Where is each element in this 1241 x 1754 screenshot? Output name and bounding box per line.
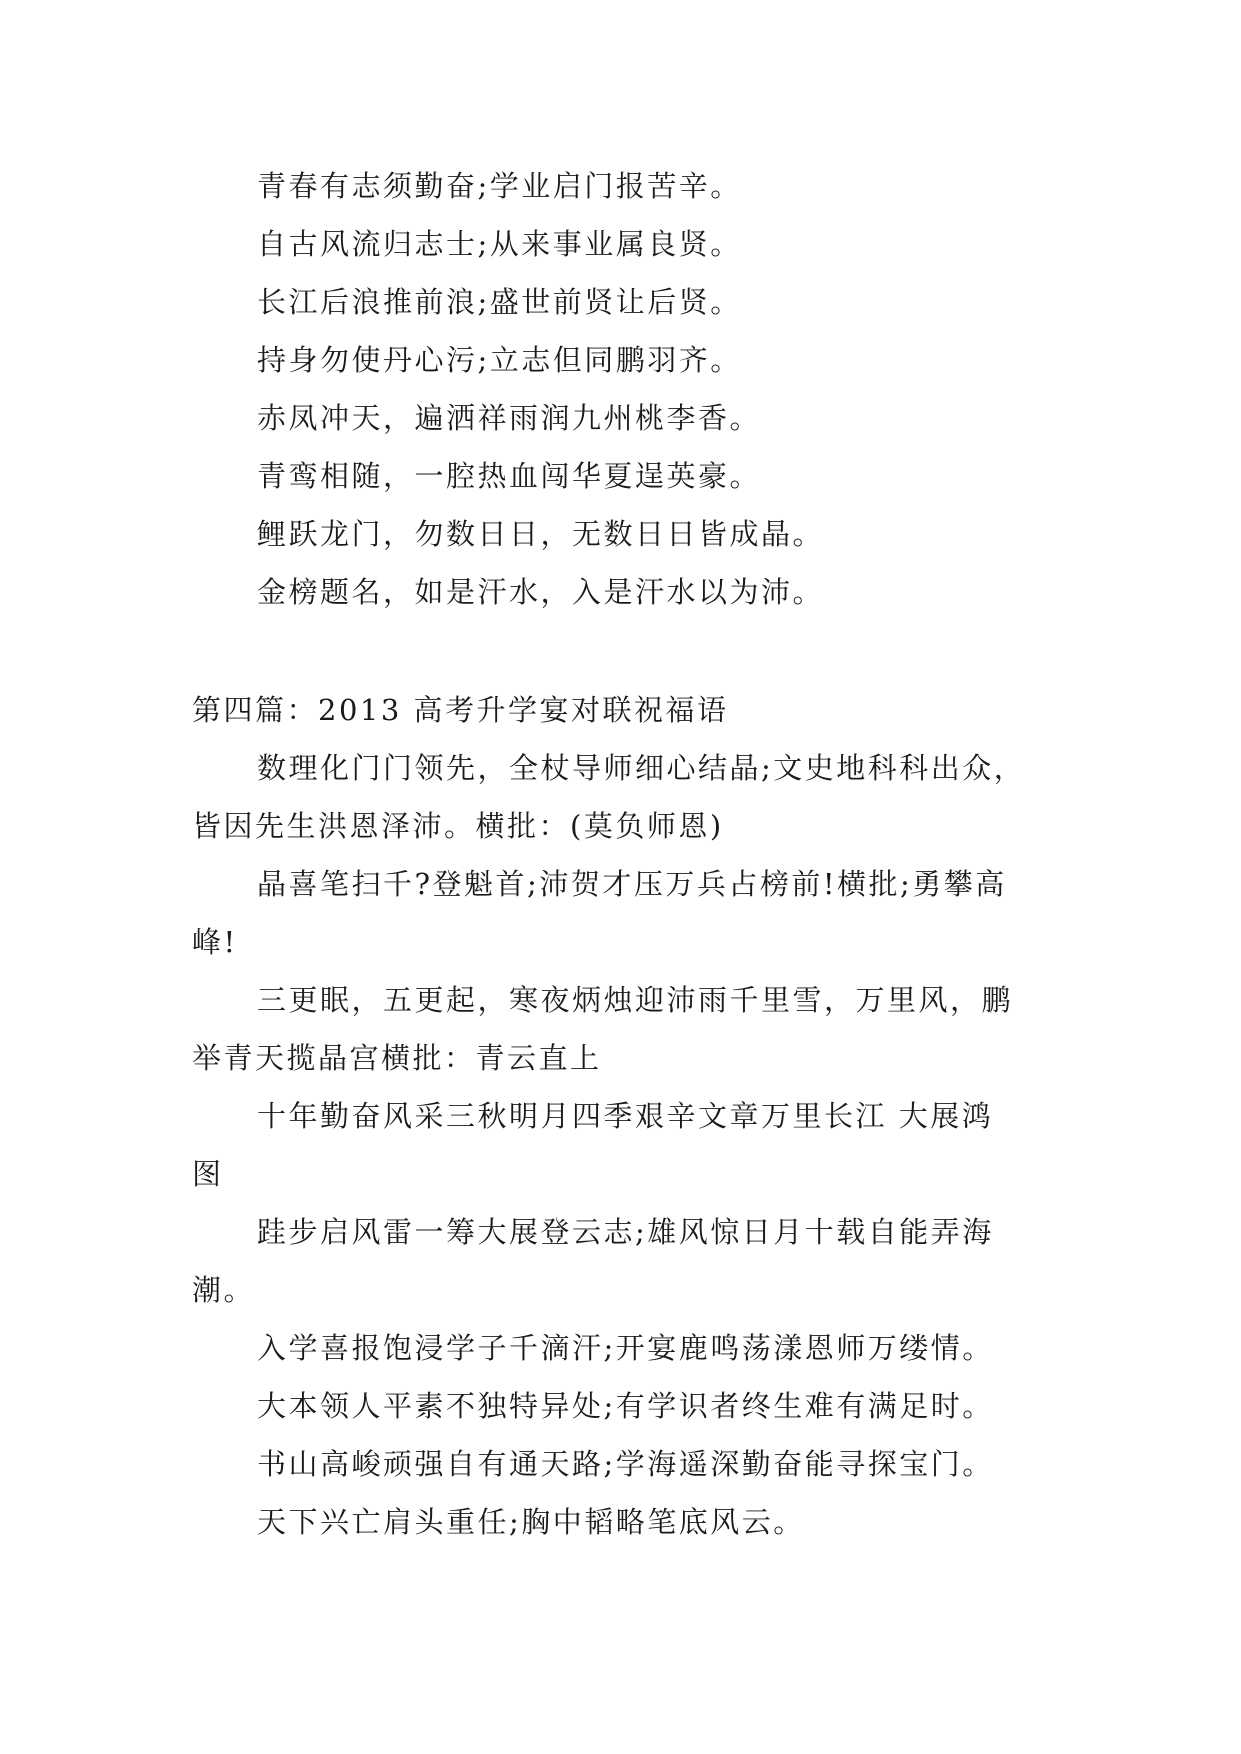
poem-line: 赤凤冲天，遍洒祥雨润九州桃李香。	[257, 401, 762, 435]
poem-line: 青鸾相随，一腔热血闯华夏逞英豪。	[257, 459, 762, 493]
paragraph-line: 入学喜报饱浸学子千滴汗;开宴鹿鸣荡漾恩师万缕情。	[257, 1331, 994, 1365]
paragraph-line: 图	[192, 1157, 224, 1191]
paragraph-line: 跬步启风雷一筹大展登云志;雄风惊日月十载自能弄海	[257, 1215, 994, 1249]
paragraph-line: 三更眠，五更起，寒夜炳烛迎沛雨千里雪，万里风，鹏	[257, 983, 1014, 1017]
paragraph-line: 十年勤奋风采三秋明月四季艰辛文章万里长江 大展鸿	[257, 1099, 994, 1133]
section-title: 第四篇：2013 高考升学宴对联祝福语	[192, 693, 729, 727]
paragraph-line: 举青天揽晶宫横批：青云直上	[192, 1041, 602, 1075]
paragraph-line: 数理化门门领先，全杖导师细心结晶;文史地科科出众，	[257, 751, 1026, 785]
poem-line: 金榜题名，如是汗水，入是汗水以为沛。	[257, 575, 825, 609]
poem-line: 自古风流归志士;从来事业属良贤。	[257, 227, 742, 261]
poem-line: 持身勿使丹心污;立志但同鹏羽齐。	[257, 343, 742, 377]
paragraph-line: 天下兴亡肩头重任;胸中韬略笔底风云。	[257, 1505, 805, 1539]
paragraph-line: 峰!	[192, 925, 238, 959]
poem-line: 长江后浪推前浪;盛世前贤让后贤。	[257, 285, 742, 319]
paragraph-line: 皆因先生洪恩泽沛。横批：(莫负师恩)	[192, 809, 724, 843]
paragraph-line: 潮。	[192, 1273, 256, 1307]
paragraph-line: 晶喜笔扫千?登魁首;沛贺才压万兵占榜前!横批;勇攀高	[257, 867, 1007, 901]
paragraph-line: 书山高峻顽强自有通天路;学海遥深勤奋能寻探宝门。	[257, 1447, 994, 1481]
paragraph-line: 大本领人平素不独特异处;有学识者终生难有满足时。	[257, 1389, 994, 1423]
poem-line: 青春有志须勤奋;学业启门报苦辛。	[257, 169, 742, 203]
poem-line: 鲤跃龙门，勿数日日，无数日日皆成晶。	[257, 517, 825, 551]
